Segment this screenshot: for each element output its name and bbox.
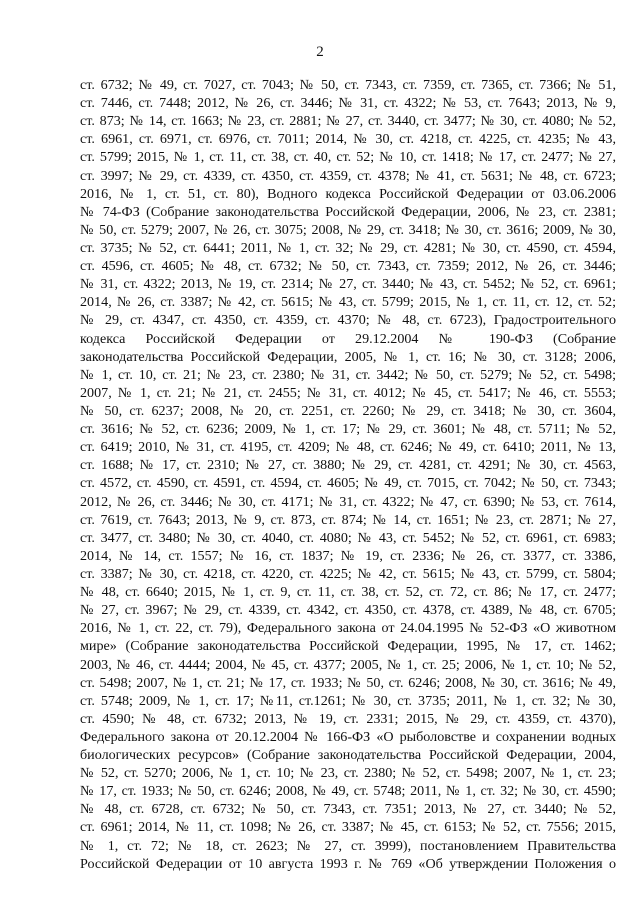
text-line: ст. 6419; 2010, № 31, ст. 4195, ст. 4209; № 48, ст. 6246; № 49, ст. 6410; 2011, № 13,	[80, 439, 616, 456]
text-line: ст. 873; № 14, ст. 1663; № 23, ст. 2881; № 27, ст. 3440, ст. 3477; № 30, ст. 4080; № 52,	[80, 113, 616, 130]
text-line: № 48, ст. 6728, ст. 6732; № 50, ст. 7343, ст. 7351; 2013, № 27, ст. 3440; № 52,	[80, 801, 616, 818]
text-line: ст. 7619, ст. 7643; 2013, № 9, ст. 873, ст. 874; № 14, ст. 1651; № 23, ст. 2871; № 27,	[80, 511, 616, 528]
text-line: ст. 5498; 2007, № 1, ст. 21; № 17, ст. 1933; № 50, ст. 6246; 2008, № 30, ст. 3616; № 49,	[80, 674, 616, 691]
text-line: ст. 5799; 2015, № 1, ст. 11, ст. 38, ст. 40, ст. 52; № 10, ст. 1418; № 17, ст. 2477; № 27,	[80, 149, 616, 166]
text-line: ст. 6732; № 49, ст. 7027, ст. 7043; № 50, ст. 7343, ст. 7359, ст. 7365, ст. 7366; № 51,	[80, 77, 616, 93]
text-line: № 50, ст. 6237; 2008, № 20, ст. 2251, ст. 2260; № 29, ст. 3418; № 30, ст. 3604,	[80, 402, 616, 419]
text-line: 2014, № 14, ст. 1557; № 16, ст. 1837; № 19, ст. 2336; № 26, ст. 3377, ст. 3386,	[80, 547, 616, 564]
text-line: 2003, № 46, ст. 4444; 2004, № 45, ст. 4377; 2005, № 1, ст. 25; 2006, № 1, ст. 10; № 52,	[80, 656, 616, 673]
text-line: ст. 6961, ст. 6971, ст. 6976, ст. 7011; 2014, № 30, ст. 4218, ст. 4225, ст. 4235; № 43,	[80, 131, 616, 148]
text-line: мире» (Собрание законодательства Российской Федерации, 1995, № 17, ст. 1462;	[80, 638, 616, 655]
text-line: ст. 7446, ст. 7448; 2012, № 26, ст. 3446; № 31, ст. 4322; № 53, ст. 7643; 2013, № 9,	[80, 95, 616, 112]
text-line: № 27, ст. 3967; № 29, ст. 4339, ст. 4342, ст. 4350, ст. 4378, ст. 4389, № 48, ст. 6705;	[80, 602, 616, 619]
text-line: ст. 5748; 2009, № 1, ст. 17; №11, ст.1261; № 30, ст. 3735; 2011, № 1, ст. 32; № 30,	[80, 692, 616, 709]
text-line: № 48, ст. 6640; 2015, № 1, ст. 9, ст. 11, ст. 38, ст. 52, ст. 72, ст. 86; № 17, ст. 2477;	[80, 584, 616, 601]
text-line: ст. 3477, ст. 3480; № 30, ст. 4040, ст. 4080; № 43, ст. 5452; № 52, ст. 6961, ст. 6983;	[80, 529, 616, 546]
text-line: ст. 3616; № 52, ст. 6236; 2009, № 1, ст. 17; № 29, ст. 3601; № 48, ст. 5711; № 52,	[80, 421, 616, 438]
text-line: № 29, ст. 4347, ст. 4350, ст. 4359, ст. 4370; № 48, ст. 6723), Градостроительного	[80, 312, 616, 329]
text-line: 2016, № 1, ст. 22, ст. 79), Федерального закона от 24.04.1995 № 52-ФЗ «О животном	[80, 620, 616, 637]
text-line: № 1, ст. 10, ст. 21; № 23, ст. 2380; № 31, ст. 3442; № 50, ст. 5279; № 52, ст. 5498;	[80, 366, 616, 383]
text-line: законодательства Российской Федерации, 2005, № 1, ст. 16; № 30, ст. 3128; 2006,	[80, 348, 616, 365]
text-line: кодекса Российской Федерации от 29.12.2004 № 190-ФЗ (Собрание	[80, 330, 616, 347]
text-line: № 1, ст. 72; № 18, ст. 2623; № 27, ст. 3999), постановлением Правительства	[80, 837, 616, 854]
text-line: 2007, № 1, ст. 21; № 21, ст. 2455; № 31, ст. 4012; № 45, ст. 5417; № 46, ст. 5553;	[80, 384, 616, 401]
text-line: ст. 3387; № 30, ст. 4218, ст. 4220, ст. 4225; № 42, ст. 5615; № 43, ст. 5799, ст. 5804;	[80, 565, 616, 582]
text-line: № 52, ст. 5270; 2006, № 1, ст. 10; № 23, ст. 2380; № 52, ст. 5498; 2007, № 1, ст. 23;	[80, 765, 616, 782]
text-line: № 74-ФЗ (Собрание законодательства Российской Федерации, 2006, № 23, ст. 2381;	[80, 203, 616, 220]
text-line: биологических ресурсов» (Собрание законодательства Российской Федерации, 2004,	[80, 747, 616, 764]
text-line: 2012, № 26, ст. 3446; № 30, ст. 4171; № 31, ст. 4322; № 47, ст. 6390; № 53, ст. 7614,	[80, 493, 616, 510]
text-line: ст. 6961; 2014, № 11, ст. 1098; № 26, ст. 3387; № 45, ст. 6153; № 52, ст. 7556; 2015,	[80, 819, 616, 836]
text-line: ст. 1688; № 17, ст. 2310; № 27, ст. 3880; № 29, ст. 4281, ст. 4291; № 30, ст. 4563,	[80, 457, 616, 474]
body-text	[80, 76, 616, 873]
text-line: ст. 4572, ст. 4590, ст. 4591, ст. 4594, ст. 4605; № 49, ст. 7015, ст. 7042; № 50, ст. 7343;	[80, 475, 616, 492]
page-number: 2	[316, 44, 324, 60]
text-line: № 31, ст. 4322; 2013, № 19, ст. 2314; № 27, ст. 3440; № 43, ст. 5452; № 52, ст. 6961;	[80, 276, 616, 293]
text-line: 2016, № 1, ст. 51, ст. 80), Водного кодекса Российской Федерации от 03.06.2006	[80, 185, 616, 202]
text-line: ст. 3997; № 29, ст. 4339, ст. 4350, ст. 4359, ст. 4378; № 41, ст. 5631; № 48, ст. 6723;	[80, 167, 616, 184]
text-line: Российской Федерации от 10 августа 1993 г. № 769 «Об утверждении Положения о	[80, 855, 616, 872]
text-line: ст. 4590; № 48, ст. 6732; 2013, № 19, ст. 2331; 2015, № 29, ст. 4359, ст. 4370),	[80, 710, 616, 727]
text-line: № 50, ст. 5279; 2007, № 26, ст. 3075; 2008, № 29, ст. 3418; № 30, ст. 3616; 2009, № 30,	[80, 221, 616, 238]
text-line: ст. 3735; № 52, ст. 6441; 2011, № 1, ст. 32; № 29, ст. 4281; № 30, ст. 4590, ст. 4594,	[80, 239, 616, 256]
text-line: ст. 4596, ст. 4605; № 48, ст. 6732; № 50, ст. 7343, ст. 7359; 2012, № 26, ст. 3446;	[80, 258, 616, 275]
text-line: № 17, ст. 1933; № 50, ст. 6246; 2008, № 49, ст. 5748; 2011, № 1, ст. 32; № 30, ст. 4590;	[80, 783, 616, 800]
text-line: Федерального закона от 20.12.2004 № 166-ФЗ «О рыболовстве и сохранении водных	[80, 728, 616, 745]
text-line: 2014, № 26, ст. 3387; № 42, ст. 5615; № 43, ст. 5799; 2015, № 1, ст. 11, ст. 12, ст. 52;	[80, 294, 616, 311]
